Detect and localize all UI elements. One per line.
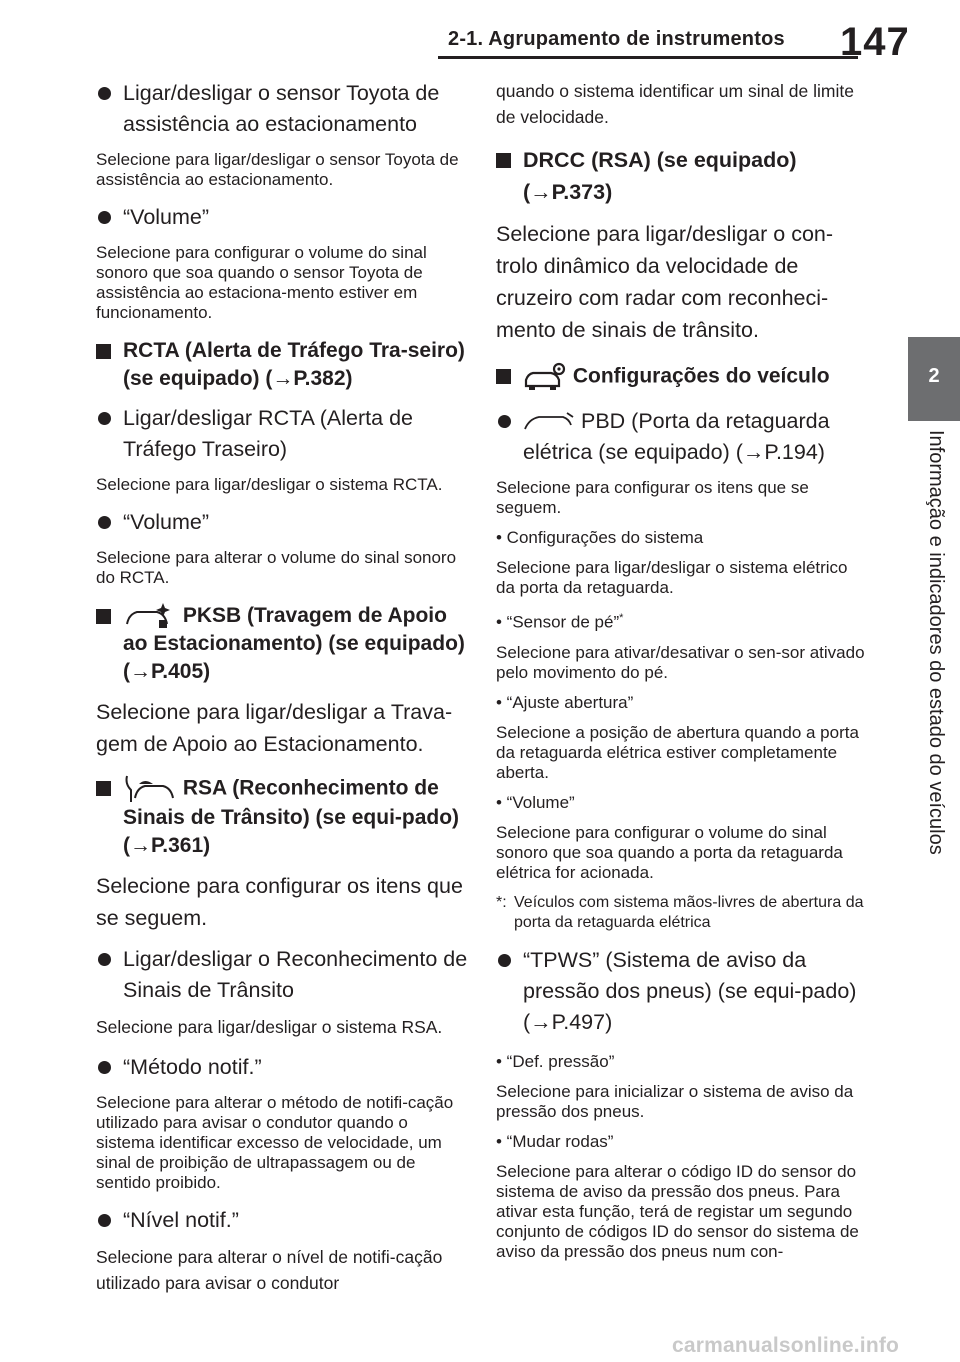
heading-text: RSA (Reconhecimento de Sinais de Trânsito) (se equi-pado) (→P.361) — [123, 777, 460, 858]
list-item — [96, 1205, 468, 1236]
square-bullet — [496, 153, 511, 168]
square-bullet — [96, 781, 111, 796]
item-text: “Método notif.” — [123, 1055, 262, 1080]
item-text: PBD (Porta da retaguarda elétrica (se equipado) (→P.194) — [523, 409, 830, 464]
description: Selecione para ligar/desligar o sistema RSA. — [96, 1017, 443, 1038]
section-heading — [96, 337, 468, 393]
item-text: “Nível notif.” — [123, 1208, 239, 1233]
description: quando o sistema identificar um sinal de limite de velocidade. — [496, 81, 854, 127]
chapter-title: Informação e indicadores do estado do veículos — [925, 430, 947, 855]
heading-text: Configurações do veículo — [572, 364, 830, 388]
power-back-door-icon — [523, 411, 575, 433]
square-bullet — [96, 609, 111, 624]
right-column — [496, 72, 868, 1262]
bullet-dot — [98, 1214, 111, 1227]
description: Selecione para ativar/desativar o sen-sor ativado pelo movimento do pé. — [496, 642, 865, 682]
sub-item: • “Mudar rodas” — [496, 1131, 614, 1151]
bullet-dot — [98, 412, 111, 425]
left-column — [96, 72, 468, 1296]
section-heading — [96, 774, 468, 860]
description: Selecione para alterar o código ID do sensor do sistema de aviso da pressão dos pneus. Para ativar esta função, terá de registar um segundo conjunto de códigos ID do sensor do sistema de aviso da pressão dos pneus num con- — [496, 1161, 859, 1261]
square-bullet — [496, 369, 511, 384]
description: Selecione para ligar/desligar o sensor Toyota de assistência ao estacionamento. — [96, 150, 459, 189]
rsa-sign-car-icon — [123, 774, 177, 804]
bullet-dot — [98, 211, 111, 224]
description: Selecione para configurar os itens que se seguem. — [96, 874, 463, 931]
section-heading — [496, 362, 868, 392]
list-item — [96, 202, 468, 233]
section-heading — [496, 144, 868, 208]
bullet-dot — [498, 954, 511, 967]
description: Selecione para alterar o nível de notifi-cação utilizado para avisar o condutor — [96, 1247, 443, 1294]
footnote-text: Veículos com sistema mãos-livres de abertura da porta da retaguarda elétrica — [514, 893, 864, 931]
section-heading — [96, 602, 468, 686]
chapter-tab — [908, 337, 960, 421]
square-bullet — [96, 344, 111, 359]
footnote-mark: * — [619, 612, 624, 624]
watermark: carmanualsonline.info — [672, 1334, 900, 1357]
description: Selecione para inicializar o sistema de aviso da pressão dos pneus. — [496, 1081, 854, 1121]
bullet-dot — [98, 953, 111, 966]
heading-text: PKSB (Travagem de Apoio ao Estacionamento) (se equipado) (→P.405) — [123, 604, 465, 684]
description: Selecione para alterar o método de notifi-cação utilizado para avisar o condutor quando o sistema identificar excesso de velocidade, um sinal de proibição de ultrapassagem ou de sentido proibido. — [96, 1093, 454, 1193]
list-item — [96, 403, 468, 465]
footnote-mark: *: — [496, 893, 507, 911]
item-text: Ligar/desligar o Reconhecimento de Sinais de Trânsito — [123, 947, 468, 1003]
bullet-dot — [98, 516, 111, 529]
sub-item: • Configurações do sistema — [496, 528, 704, 547]
list-item — [96, 1052, 468, 1083]
chapter-number: 2 — [928, 365, 940, 387]
footnote — [496, 893, 868, 933]
description: Selecione para alterar o volume do sinal sonoro do RCTA. — [96, 548, 457, 587]
list-item — [496, 945, 868, 1038]
item-text: “Volume” — [123, 510, 210, 534]
description: Selecione para ligar/desligar a Trava-gem de Apoio ao Estacionamento. — [96, 700, 453, 757]
description: Selecione para ligar/desligar o sistema elétrico da porta da retaguarda. — [496, 558, 848, 597]
sub-item: • “Volume” — [496, 792, 575, 812]
bullet-dot — [98, 1061, 111, 1074]
description: Selecione para configurar o volume do sinal sonoro que soa quando a porta da retaguarda elétrica for acionada. — [496, 822, 843, 882]
heading-text: RCTA (Alerta de Tráfego Tra-seiro) (se equipado) (→P.382) — [123, 339, 465, 390]
list-item — [96, 944, 468, 1006]
page-number: 147 — [840, 20, 910, 64]
description: Selecione para ligar/desligar o sistema RCTA. — [96, 475, 443, 494]
chapter-title-vertical — [908, 430, 960, 900]
sub-item-text: • “Sensor de pé” — [496, 612, 620, 632]
item-text: Ligar/desligar RCTA (Alerta de Tráfego Traseiro) — [123, 406, 413, 461]
car-settings-icon — [523, 362, 567, 392]
description: Selecione para ligar/desligar o con-trolo dinâmico da velocidade de cruzeiro com radar com reconheci-mento de sinais de trânsito. — [496, 222, 834, 342]
header-rule — [438, 56, 858, 59]
page-header — [0, 0, 960, 68]
heading-text: DRCC (RSA) (se equipado) (→P.373) — [523, 148, 797, 204]
item-text: “TPWS” (Sistema de aviso da pressão dos pneus) (se equi-pado) (→P.497) — [523, 947, 857, 1034]
item-text: “Volume” — [123, 205, 210, 229]
pksb-car-icon — [123, 602, 177, 630]
list-item — [96, 78, 468, 140]
description: Selecione para configurar o volume do sinal sonoro que soa quando o sensor Toyota de assistência ao estaciona-mento estiver em funcionamento. — [96, 243, 427, 322]
sub-item: • “Ajuste abertura” — [496, 692, 634, 712]
bullet-dot — [498, 415, 511, 428]
description: Selecione a posição de abertura quando a porta da retaguarda elétrica estiver completamente aberta. — [496, 722, 859, 782]
section-title: 2-1. Agrupamento de instrumentos — [448, 28, 785, 50]
description: Selecione para configurar os itens que se seguem. — [496, 478, 809, 517]
sub-item — [496, 608, 868, 633]
bullet-dot — [98, 87, 111, 100]
list-item — [96, 507, 468, 538]
item-text: Ligar/desligar o sensor Toyota de assistência ao estacionamento — [123, 81, 440, 136]
sub-item: • “Def. pressão” — [496, 1051, 615, 1071]
list-item — [496, 406, 868, 468]
